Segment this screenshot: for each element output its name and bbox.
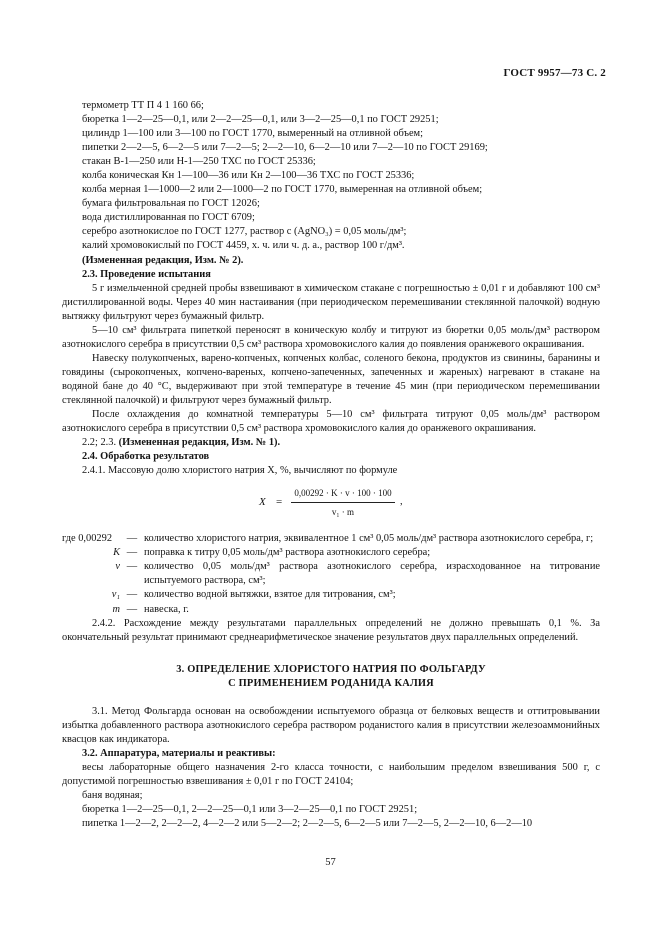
list-item: термометр ТТ П 4 1 160 66;: [82, 100, 204, 111]
definition-dash: —: [126, 561, 138, 573]
list-item: весы лабораторные общего назначения 2-го класса точности, с наибольшим пределом взвешивания 500 г, с допустимой погрешностью взвешивания ± 0,01 г по ГОСТ 24104;: [62, 761, 600, 787]
paragraph: 5—10 см³ фильтрата пипеткой переносят в коническую колбу и титруют из бюретки 0,05 моль/дм³ раствором азотнокислого серебра в присутствии 0,5 см³ раствора хромовокислого калия до появления оранжевого окрашивания.: [62, 324, 600, 350]
list-item: баня водяная;: [82, 790, 143, 802]
formula: [62, 486, 600, 526]
formula-fraction: [291, 486, 395, 519]
paragraph: 2.4.2. Расхождение между результатами параллельных определений не должно превышать 0,1 %. За окончательный результат принимают среднеарифметическое значение результатов двух параллельных определений.: [62, 617, 600, 643]
definition-text: количество водной вытяжки, взятое для титрования, см³;: [144, 589, 396, 601]
list-item: колба мерная 1—1000—2 или 2—1000—2 по ГОСТ 1770, вымеренная на отливной объем;: [82, 184, 483, 196]
edit-note-text: (Измененная редакция, Изм. № 1).: [118, 437, 281, 449]
formula-equals: =: [276, 496, 283, 509]
paragraph: 5 г измельченной средней пробы взвешивают в химическом стакане с погрешностью ± 0,01 г и добавляют 100 см³ дистиллированной воды. Через 40 мин настаивания (при периодическом перемешивании стеклянной палочкой) водную вытяжку фильтруют через бумажный фильтр.: [62, 282, 600, 322]
section-3-heading-line: 3. ОПРЕДЕЛЕНИЕ ХЛОРИСТОГО НАТРИЯ ПО ФОЛЬГАРДУ: [176, 663, 486, 675]
definition-symbol: v₁: [111, 589, 120, 601]
definition-lead: где 0,00292: [62, 533, 113, 545]
definition-row: [62, 546, 600, 560]
section-3-heading: [62, 663, 600, 691]
list-item: калий хромовокислый по ГОСТ 4459, х. ч. или ч. д. а., раствор 100 г/дм³.: [82, 240, 405, 252]
definition-row: [62, 560, 600, 588]
definition-dash: —: [126, 533, 138, 545]
definition-symbol: K: [113, 547, 120, 559]
list-item: цилиндр 1—100 или 3—100 по ГОСТ 1770, вымеренный на отливной объем;: [82, 128, 424, 140]
page-number: 57: [325, 857, 336, 868]
definition-symbol: v: [115, 561, 120, 573]
list-item: вода дистиллированная по ГОСТ 6709;: [82, 212, 255, 224]
edit-note-2: [62, 436, 600, 450]
paragraph: 3.1. Метод Фольгарда основан на освобождении испытуемого образца от белковых веществ и оттитровывании избытка добавленного раствора азотнокислого серебра раствором роданистого калия в присутствии железоаммонийных квасцов как индикатора.: [62, 705, 600, 745]
list-item: бюретка 1—2—25—0,1, или 2—2—25—0,1, или 3—2—25—0,1 по ГОСТ 29251;: [82, 114, 439, 126]
section-3-2-title: 3.2. Аппаратура, материалы и реактивы:: [82, 747, 276, 759]
list-item: пипетка 1—2—2, 2—2—2, 4—2—2 или 5—2—2; 2—2—5, 6—2—5 или 7—2—5, 2—2—10, 6—2—10: [82, 818, 533, 830]
edit-note: (Измененная редакция, Изм. № 2).: [82, 254, 244, 266]
section-2-4-title: 2.4. Обработка результатов: [82, 451, 210, 463]
list-item: пипетки 2—2—5, 6—2—5 или 7—2—5; 2—2—10, 6—2—10 или 7—2—10 по ГОСТ 29169;: [82, 142, 488, 154]
list-item: бумага фильтровальная по ГОСТ 12026;: [82, 198, 260, 210]
equipment-list-2: [62, 761, 600, 831]
definition-symbol: m: [112, 603, 120, 615]
definition-text: навеска, г.: [144, 603, 189, 615]
formula-definitions: [62, 532, 600, 616]
definition-row: [62, 532, 600, 546]
list-item: бюретка 1—2—25—0,1, 2—2—25—0,1 или 3—2—25—0,1 по ГОСТ 29251;: [82, 804, 418, 816]
definition-row: [62, 588, 600, 602]
document-body: [62, 64, 600, 831]
paragraph: Навеску полукопченых, варено-копченых, копченых колбас, соленого бекона, продуктов из свинины, баранины и говядины (сырокопченых, копчено-вареных, копчено-запеченных, запеченных и жареных) нагревают в стакане на водяной бане до 40 °С, выдерживают при этой температуре в течение 45 мин (при периодическом перемешивании стеклянной палочкой) и фильтруют через бумажный фильтр.: [62, 352, 600, 406]
definition-dash: —: [126, 589, 138, 601]
formula-lhs: X: [259, 496, 266, 509]
paragraph: После охлаждения до комнатной температуры 5—10 см³ фильтрата титруют 0,05 моль/дм³ раствором азотнокислого серебра в присутствии 0,5 см³ раствора хромовокислого калия до оранжевого окрашивания.: [62, 409, 600, 435]
list-item: серебро азотнокислое по ГОСТ 1277, раствор c (AgNO₃) = 0,05 моль/дм³;: [82, 226, 407, 238]
formula-denominator: v₁ · m: [331, 507, 355, 518]
formula-numerator: 0,00292 · K · v · 100 · 100: [291, 486, 395, 503]
page-header: ГОСТ 9957—73 С. 2: [503, 67, 606, 79]
paragraph: 2.4.1. Массовую долю хлористого натрия X, %, вычисляют по формуле: [82, 465, 398, 477]
equipment-list-1: [62, 99, 600, 254]
definition-text: количество 0,05 моль/дм³ раствора азотнокислого серебра, израсходованное на титрование испытуемого раствора, см³;: [144, 561, 600, 587]
definition-text: количество хлористого натрия, эквивалентное 1 см³ 0,05 моль/дм³ раствора азотнокислого серебра, г;: [144, 533, 594, 545]
definition-text: поправка к титру 0,05 моль/дм³ раствора азотнокислого серебра;: [144, 547, 431, 559]
definition-dash: —: [126, 547, 138, 559]
list-item: колба коническая Кн 1—100—36 или Кн 2—100—36 ТХС по ГОСТ 25336;: [82, 170, 415, 182]
definition-dash: —: [126, 603, 138, 615]
formula-comma: ,: [400, 496, 403, 508]
list-item: стакан В-1—250 или Н-1—250 ТХС по ГОСТ 25336;: [82, 156, 316, 168]
definition-row: [62, 603, 600, 617]
edit-note-prefix: 2.2; 2.3.: [82, 437, 117, 449]
section-2-3-title: 2.3. Проведение испытания: [82, 268, 211, 280]
section-3-heading-line: С ПРИМЕНЕНИЕМ РОДАНИДА КАЛИЯ: [228, 677, 434, 689]
